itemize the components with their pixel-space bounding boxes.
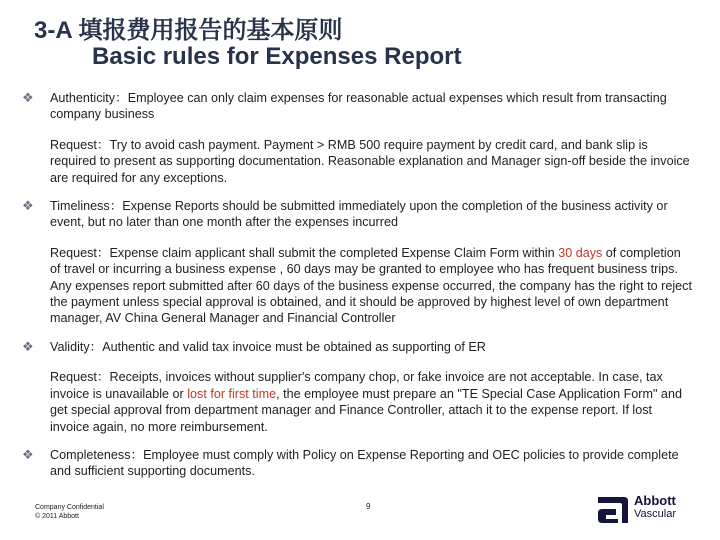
page-title [34,18,594,70]
rule-request [50,245,694,327]
rule-authenticity [22,90,694,123]
abbott-logo [596,493,706,529]
diamond-bullet-icon: ❖ [22,338,34,354]
request-text: Request：Expense claim applicant shall submit the completed Expense Claim Form within [50,245,559,260]
logo-text [634,494,676,521]
diamond-bullet-icon: ❖ [22,446,34,462]
request-highlight: 30 days [558,245,603,260]
rules-list [22,90,694,480]
rule-validity [22,339,694,355]
page-number: 9 [366,502,371,511]
footer-confidential [35,503,104,521]
rule-heading: Authenticity：Employee can only claim expenses for reasonable actual expenses which result from transacting company business [50,91,667,122]
request-highlight: lost for first time [187,386,277,401]
rule-heading: Completeness：Employee must comply with Policy on Expense Reporting and OEC policies to provide complete and sufficient supporting documents. [50,447,679,479]
diamond-bullet-icon: ❖ [22,198,34,214]
rule-heading: Validity：Authentic and valid tax invoice must be obtained as supporting of ER [50,339,486,354]
diamond-bullet-icon: ❖ [22,90,34,105]
title-english: Basic rules for Expenses Report [92,43,462,70]
logo-sub: Vascular [634,508,676,520]
abbott-logo-icon [596,493,630,527]
rule-request [50,369,694,435]
rule-completeness [22,447,694,480]
request-text: Request：Receipts, invoices without supplier's company chop, or fake invoice are not acceptable. In case, tax invoice is unavailable or [50,370,663,401]
request-text: , the employee must prepare an "TE Special Case Application Form" and get special approval from department manager and Finance Controller, attach it to the expense report. If lost invoice again, no more reimbursement. [50,386,682,434]
confidential-label: Company Confidential [35,504,104,511]
title-chinese: 3-A 填报费用报告的基本原则 [34,17,343,44]
copyright-label: © 2011 Abbott [35,513,79,520]
rule-request: Request：Try to avoid cash payment. Payment > RMB 500 require payment by credit card, and bank slip is required to present as supporting documentation. Reasonable explanation and Manager sign-off beside the invoice are required for any exceptions. [50,137,690,185]
request-text: of completion of travel or incurring a business expense , 60 days may be granted to employee who has frequent business trips. Any expenses report submitted after 60 days of the business expense occurred, the company has the right to reject the payment unless special approval is obtained, and it should be approved by highest level of own department manager, AV China General Manager and Financial Controller [50,245,692,326]
logo-name: Abbott [634,493,676,508]
rule-heading: Timeliness：Expense Reports should be submitted immediately upon the completion of the business activity or event, but no later than one month after the expenses incurred [50,199,668,230]
rule-timeliness [22,198,694,231]
